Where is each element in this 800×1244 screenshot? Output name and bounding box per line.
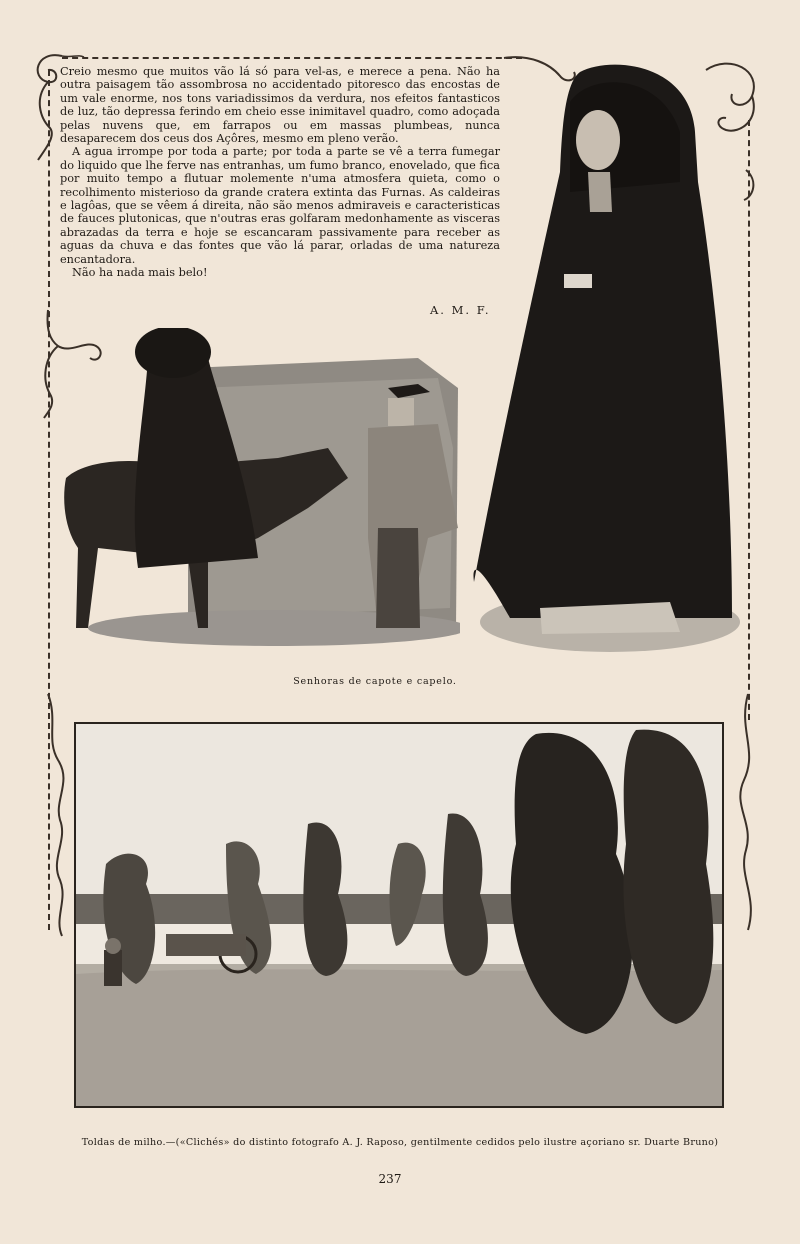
photo-woman-on-mule	[58, 328, 460, 648]
photo-corn-drying-stacks	[76, 724, 722, 1106]
article-paragraph: Creio mesmo que muitos vão lá só para vel-as, e merece a pena. Não ha outra paisagem tão assombrosa no accidentado pitoresco das encostas de um vale enorme, nos tons variadissimos da verdura, nos efeitos fantasticos de luz, tão depressa ferindo em cheio esse inimitavel quadro, como adoçada pelas nuvens que, em farrapos ou em massas plumbeas, nunca desaparecem dos ceus dos Açôres, mesmo em pleno verão.	[60, 65, 500, 146]
article-paragraph: Não ha nada mais belo!	[72, 266, 208, 280]
caption-corn-and-credits: Toldas de milho.—(«Clichés» do distinto fotografo A. J. Raposo, gentilmente cedidos pelo ilustre açoriano sr. Duarte Bruno)	[81, 1137, 719, 1148]
article-paragraph: A agua irrompe por toda a parte; por toda a parte se vê a terra fumegar do liquido que lhe ferve nas entranhas, um fumo branco, enovelado, que fica por muito tempo a flutuar molemente n'uma atmosfera quieta, como o recolhimento misterioso da grande cratera extinta das Furnas. As caldeiras e lagôas, que se vêem á direita, não são menos admiraveis e caracteristicas de fauces plutonicas, que n'outras eras golfaram medonhamente as visceras abrazadas da terra e hoje se escancaram passivamente para receber as aguas da chuva e das fontes que vão lá parar, orladas de uma natureza encantadora.	[60, 145, 500, 266]
scroll-ornament-right-lower	[718, 690, 768, 940]
author-signature: A. M. F.	[430, 303, 491, 317]
frame-top-border	[62, 57, 522, 59]
photo-corn-drying-frame	[74, 722, 724, 1108]
article-text	[60, 65, 500, 280]
photo-woman-in-cape	[470, 62, 740, 662]
caption-women: Senhoras de capote e capelo.	[293, 676, 457, 687]
frame-right-border	[748, 120, 750, 720]
page-number: 237	[378, 1172, 402, 1186]
